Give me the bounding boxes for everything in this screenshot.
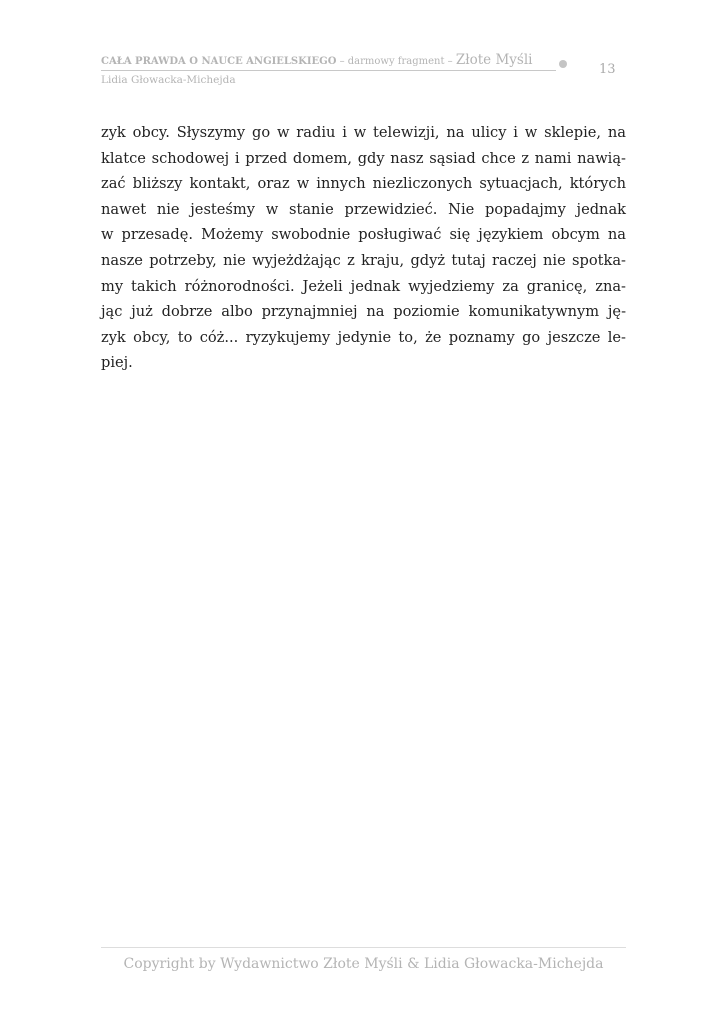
body-line: my takich różnorodności. Jeżeli jednak wyjedziemy za granicę, zna- — [101, 277, 626, 295]
footer-copyright: Copyright by Wydawnictwo Złote Myśli & Lidia Głowacka-Michejda — [123, 956, 604, 972]
body-line: zyk obcy, to cóż... ryzykujemy jedynie to, że poznamy go jeszcze le- — [101, 328, 626, 346]
page-header — [101, 50, 623, 90]
body-paragraph — [101, 120, 626, 376]
body-line: jąc już dobrze albo przynajmniej na poziomie komunikatywnym ję- — [101, 303, 626, 321]
body-line: zyk obcy. Słyszymy go w radiu i w telewizji, na ulicy i w sklepie, na — [101, 124, 626, 141]
footer-divider — [101, 947, 626, 948]
publisher-brand: Złote Myśli — [455, 52, 533, 68]
body-line: klatce schodowej i przed domem, gdy nasz sąsiad chce z nami nawią- — [101, 149, 626, 167]
body-line: nawet nie jesteśmy w stanie przewidzieć. Nie popadajmy jednak — [101, 200, 626, 218]
book-title: CAŁA PRAWDA O NAUCE ANGIELSKIEGO — [101, 56, 337, 67]
header-title-line — [101, 52, 532, 68]
body-line: zać bliższy kontakt, oraz w innych niezliczonych sytuacjach, których — [101, 175, 626, 193]
body-line: w przesadę. Możemy swobodnie posługiwać się językiem obcym na — [101, 226, 626, 244]
body-line: nasze potrzeby, nie wyjeżdżając z kraju, gdyż tutaj raczej nie spotka- — [101, 251, 626, 269]
header-dot-icon — [559, 60, 567, 68]
page-number: 13 — [599, 62, 616, 77]
header-separator: – darmowy fragment – — [336, 56, 456, 67]
header-divider — [101, 70, 556, 71]
body-line: piej. — [101, 354, 133, 372]
header-author: Lidia Głowacka-Michejda — [101, 74, 236, 86]
